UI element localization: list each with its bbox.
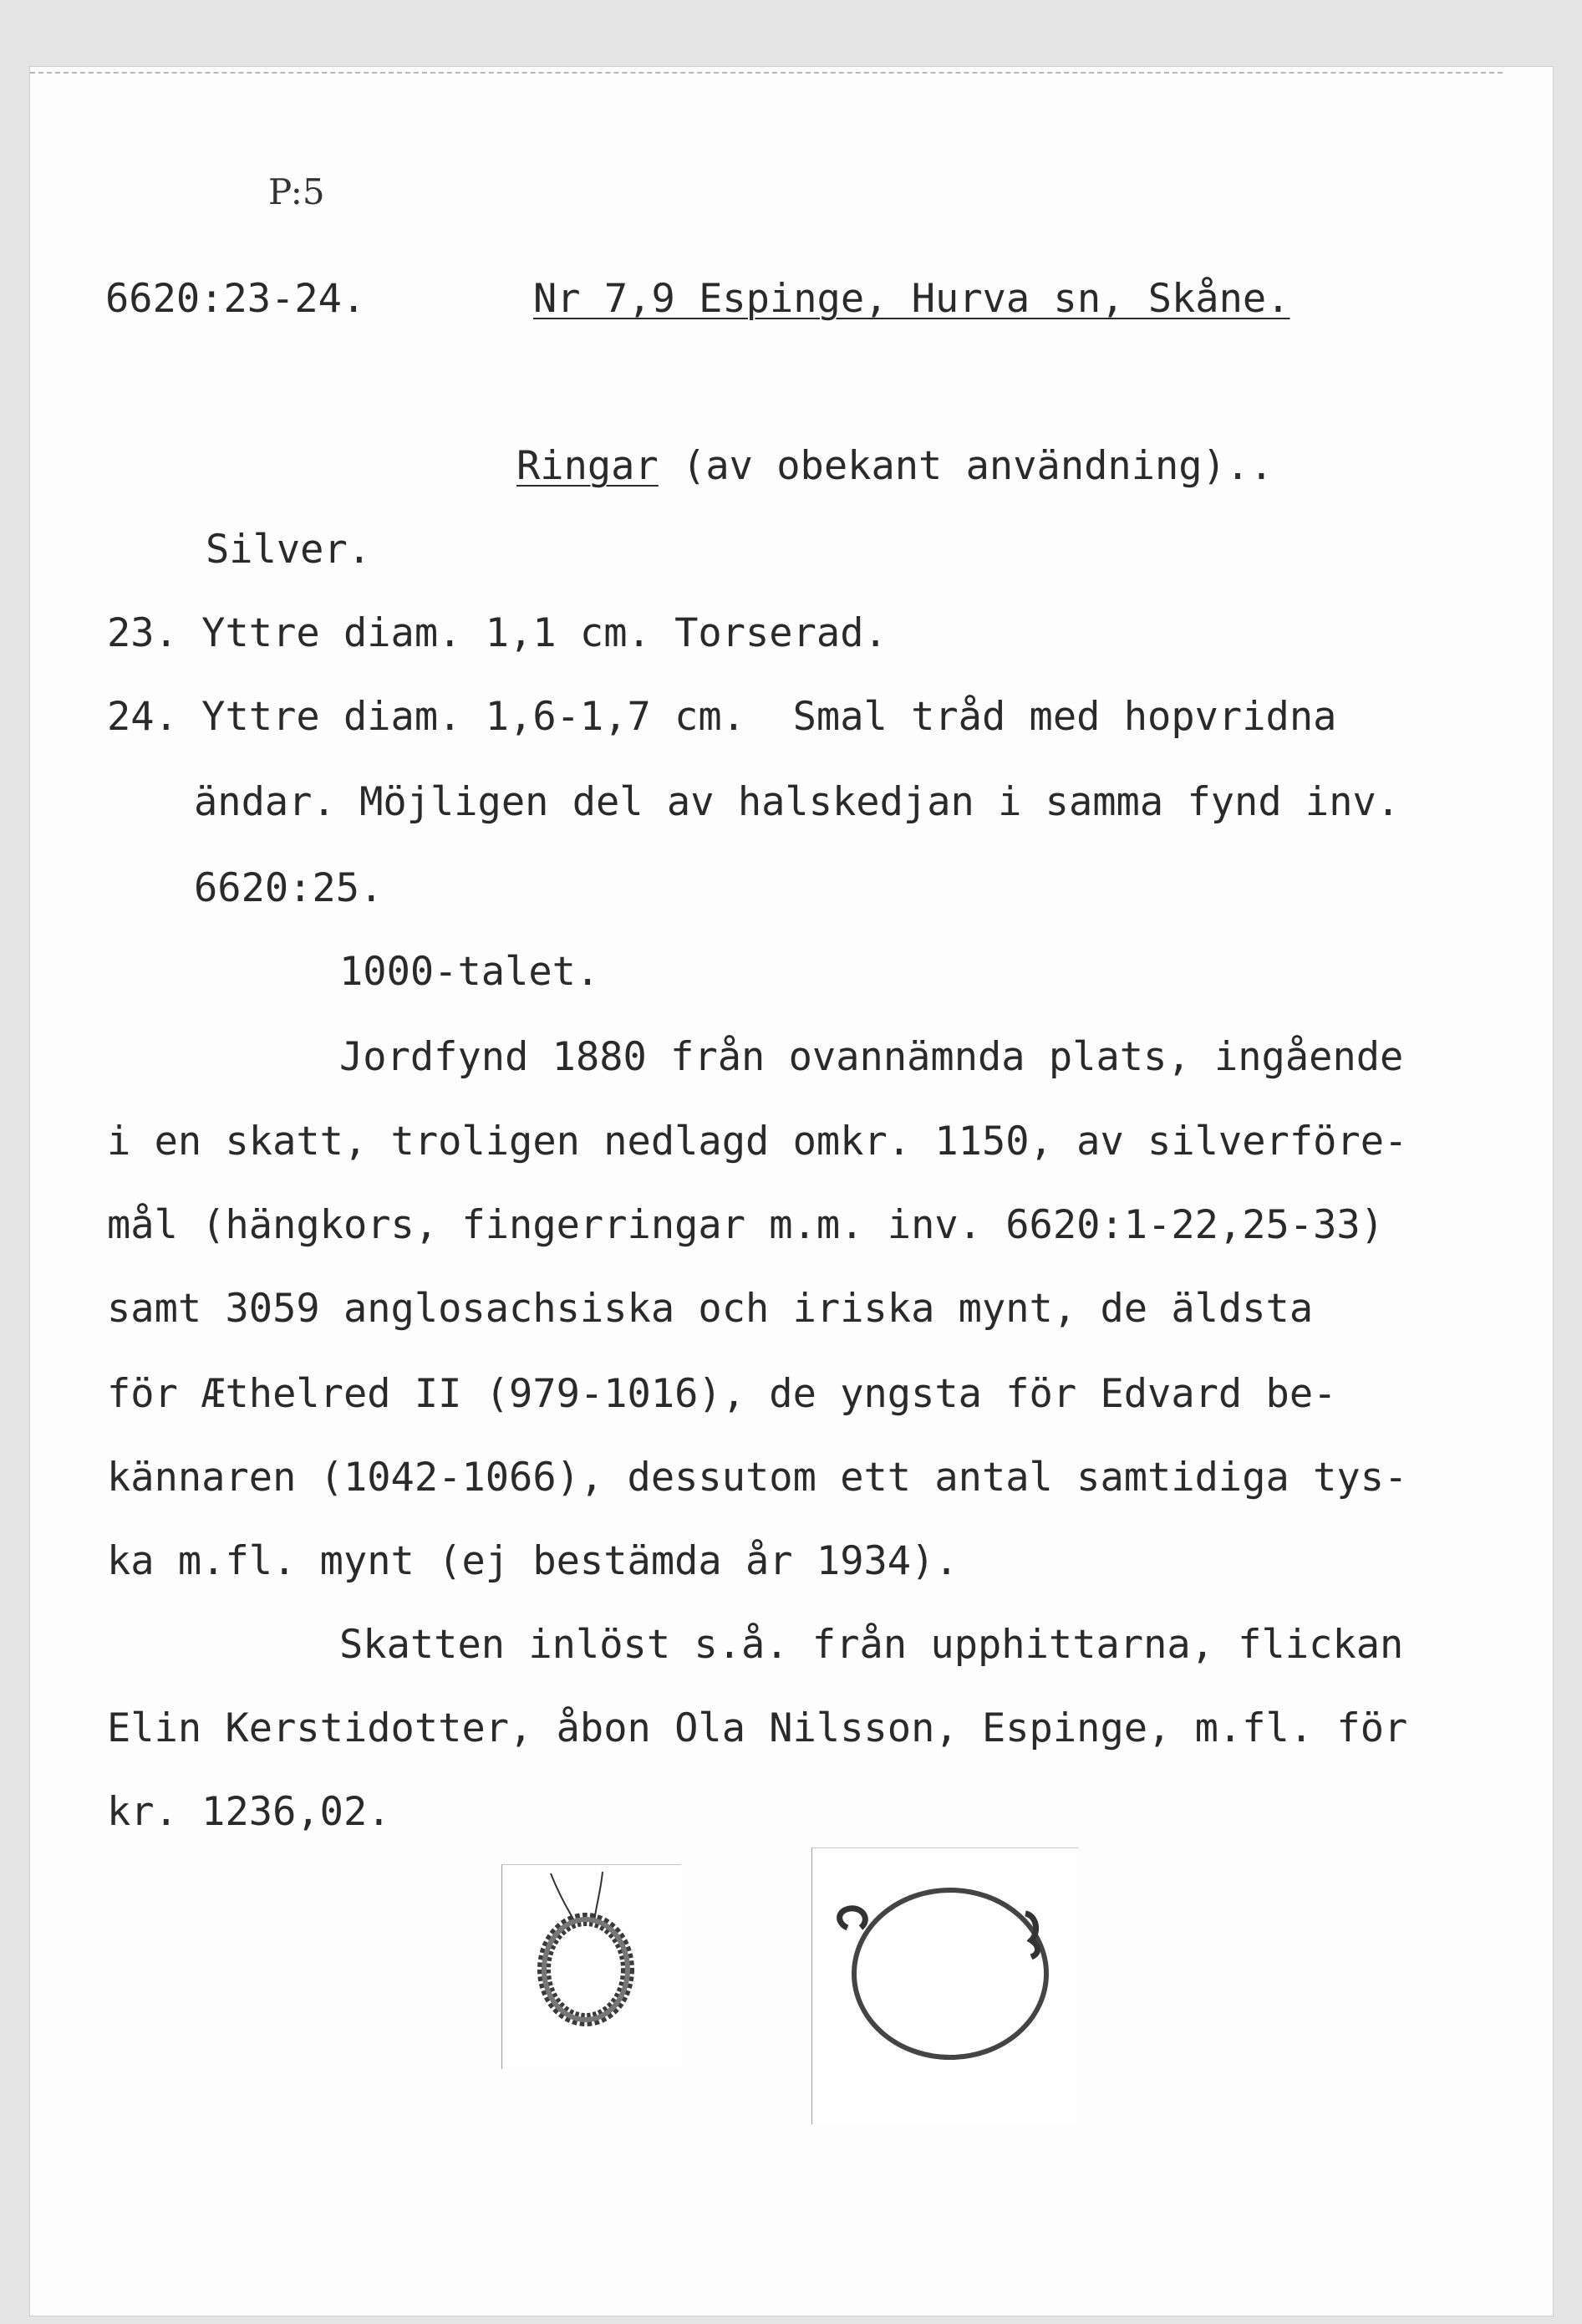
text-line: kännaren (1042-1066), dessutom ett antal samtidiga tys- xyxy=(107,1455,1408,1501)
text-line: Silver. xyxy=(206,527,372,573)
text-line: ändar. Möjligen del av halskedjan i samma fynd inv. xyxy=(194,779,1401,825)
ring-23-photo xyxy=(501,1864,681,2069)
text-line: ka m.fl. mynt (ej bestämda år 1934). xyxy=(107,1538,959,1584)
twisted-ring-image xyxy=(502,1865,681,2069)
card-top-edge xyxy=(30,72,1503,74)
text-line: samt 3059 anglosachsiska och iriska mynt, de äldsta xyxy=(107,1286,1314,1332)
find-location: Nr 7,9 Espinge, Hurva sn, Skåne. xyxy=(533,276,1290,322)
handwritten-mark: P:5 xyxy=(268,171,325,212)
text-line: Skatten inlöst s.å. från upphittarna, flickan xyxy=(339,1622,1404,1668)
text-line: 23. Yttre diam. 1,1 cm. Torserad. xyxy=(107,610,888,656)
text-line: kr. 1236,02. xyxy=(107,1789,391,1835)
wire-ring-image xyxy=(812,1848,1078,2124)
catalog-card xyxy=(30,67,1553,2316)
object-title xyxy=(516,443,1274,490)
text-line: Elin Kerstidotter, åbon Ola Nilsson, Espinge, m.fl. för xyxy=(107,1705,1408,1751)
text-line: Jordfynd 1880 från ovannämnda plats, ingående xyxy=(339,1034,1404,1080)
text-line: 6620:25. xyxy=(194,865,384,911)
inventory-number: 6620:23-24. xyxy=(105,276,366,322)
text-line: 24. Yttre diam. 1,6-1,7 cm. Smal tråd med hopvridna xyxy=(107,694,1337,740)
ring-24-photo xyxy=(811,1847,1078,2124)
text-line: mål (hängkors, fingerringar m.m. inv. 6620:1-22,25-33) xyxy=(107,1202,1385,1248)
text-line: 1000-talet. xyxy=(339,949,600,995)
text-line: för Æthelred II (979-1016), de yngsta för Edvard be- xyxy=(107,1371,1337,1417)
object-name: Ringar xyxy=(516,443,659,489)
text-line: i en skatt, troligen nedlagd omkr. 1150, av silverföre- xyxy=(107,1119,1408,1165)
object-description: (av obekant användning).. xyxy=(658,443,1274,489)
